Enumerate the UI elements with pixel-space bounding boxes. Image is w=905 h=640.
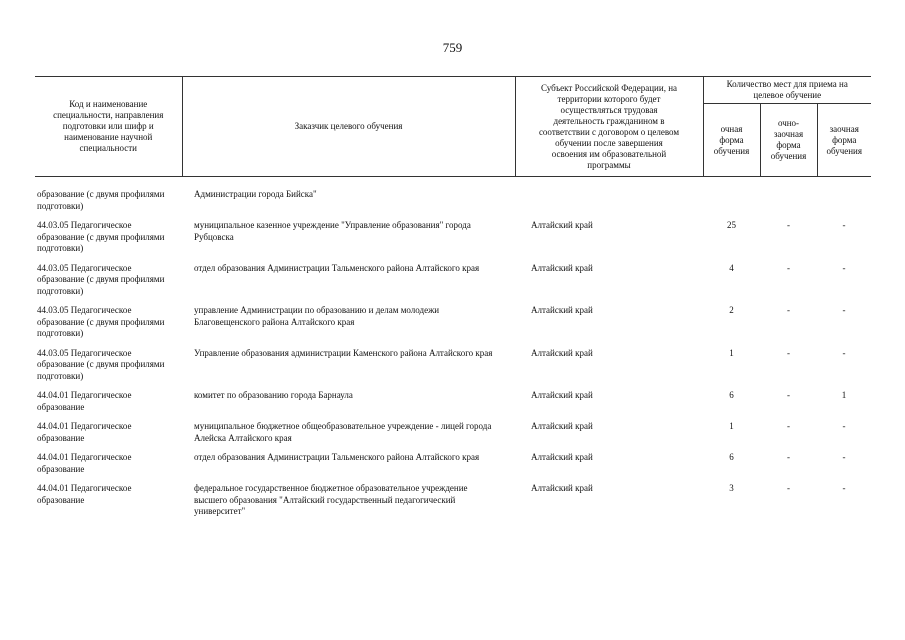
table-header xyxy=(35,77,871,177)
cell-parttime: - xyxy=(842,483,846,493)
header-code: Код и наименование специальности, направления подготовки или шифр и наименование научной специальности xyxy=(35,77,182,177)
cell-code: 44.04.01 Педагогическое образование xyxy=(37,483,132,505)
cell-subject: Алтайский край xyxy=(531,347,593,358)
table-row xyxy=(35,305,871,348)
cell-parttime: 1 xyxy=(841,390,847,400)
cell-mixed: - xyxy=(787,262,790,273)
cell-fulltime xyxy=(703,177,760,221)
cell-subject xyxy=(515,177,703,221)
cell-fulltime: 2 xyxy=(729,305,734,315)
cell-mixed: - xyxy=(787,421,790,431)
cell-parttime: - xyxy=(842,220,846,230)
cell-parttime: - xyxy=(842,262,846,273)
admission-table xyxy=(35,76,871,526)
cell-parttime xyxy=(817,177,871,221)
cell-customer: федеральное государственное бюджетное образовательное учреждение высшего образования "Алтайский государственный педагогический университет" xyxy=(194,483,468,516)
header-customer: Заказчик целевого обучения xyxy=(182,77,515,177)
cell-subject: Алтайский край xyxy=(531,421,593,431)
cell-customer: управление Администрации по образованию и делам молодежи Благовещенского района Алтайского края xyxy=(194,305,440,327)
cell-subject: Алтайский край xyxy=(531,220,593,230)
cell-fulltime: 3 xyxy=(729,483,734,493)
cell-customer: Администрации города Бийска" xyxy=(194,189,317,199)
cell-code: 44.04.01 Педагогическое образование xyxy=(37,452,132,474)
header-places: Количество мест для приема на целевое обучение xyxy=(703,77,871,104)
table-row xyxy=(35,220,871,263)
cell-mixed: - xyxy=(787,347,790,358)
cell-subject: Алтайский край xyxy=(531,262,593,273)
cell-subject: Алтайский край xyxy=(531,452,593,462)
header-subject: Субъект Российской Федерации, на территории которого будет осуществляться трудовая деятельность гражданином в соответствии с договором о целевом обучении после завершения освоения им образовательной программы xyxy=(515,77,703,177)
cell-parttime: - xyxy=(842,347,846,358)
cell-parttime: - xyxy=(842,452,846,462)
table-row xyxy=(35,452,871,483)
cell-subject: Алтайский край xyxy=(531,390,593,400)
cell-customer: отдел образования Администрации Тальменского района Алтайского края xyxy=(194,452,480,462)
cell-mixed: - xyxy=(787,452,790,462)
cell-mixed xyxy=(760,177,817,221)
table-body xyxy=(35,177,871,526)
cell-mixed: - xyxy=(787,483,790,493)
cell-fulltime: 6 xyxy=(729,390,734,400)
table-row xyxy=(35,483,871,526)
header-parttime: заочная форма обучения xyxy=(817,104,871,177)
cell-code: 44.03.05 Педагогическое образование (с двумя профилями подготовки) xyxy=(37,347,165,381)
cell-mixed: - xyxy=(787,390,790,400)
cell-subject: Алтайский край xyxy=(531,305,593,315)
cell-fulltime: 25 xyxy=(727,220,736,230)
table-row xyxy=(35,263,871,306)
cell-code: 44.03.05 Педагогическое образование (с двумя профилями подготовки) xyxy=(37,262,165,296)
cell-fulltime: 6 xyxy=(729,452,734,462)
table-row xyxy=(35,177,871,221)
cell-customer: отдел образования Администрации Тальменского района Алтайского края xyxy=(194,262,480,273)
cell-fulltime: 4 xyxy=(729,262,734,273)
cell-mixed: - xyxy=(787,305,790,315)
cell-code: образование (с двумя профилями подготовки) xyxy=(37,189,165,211)
cell-fulltime: 1 xyxy=(729,421,734,431)
cell-code: 44.04.01 Педагогическое образование xyxy=(37,390,132,412)
table-row xyxy=(35,421,871,452)
cell-mixed: - xyxy=(787,220,790,230)
header-mixed: очно-заочная форма обучения xyxy=(760,104,817,177)
cell-code: 44.04.01 Педагогическое образование xyxy=(37,421,132,443)
cell-customer: муниципальное казенное учреждение "Управление образования" города Рубцовска xyxy=(194,220,471,242)
table-row xyxy=(35,348,871,391)
header-fulltime: очная форма обучения xyxy=(703,104,760,177)
cell-customer: Управление образования администрации Каменского района Алтайского края xyxy=(194,347,493,358)
cell-code: 44.03.05 Педагогическое образование (с двумя профилями подготовки) xyxy=(37,305,165,338)
cell-parttime: - xyxy=(842,305,846,315)
table-row xyxy=(35,390,871,421)
cell-customer: комитет по образованию города Барнаула xyxy=(194,390,353,400)
cell-code: 44.03.05 Педагогическое образование (с двумя профилями подготовки) xyxy=(37,220,165,253)
cell-parttime: - xyxy=(842,421,846,431)
cell-customer: муниципальное бюджетное общеобразовательное учреждение - лицей города Алейска Алтайского края xyxy=(194,421,492,443)
page-number: 759 xyxy=(442,40,463,55)
cell-fulltime: 1 xyxy=(729,347,734,358)
cell-subject: Алтайский край xyxy=(531,483,593,493)
